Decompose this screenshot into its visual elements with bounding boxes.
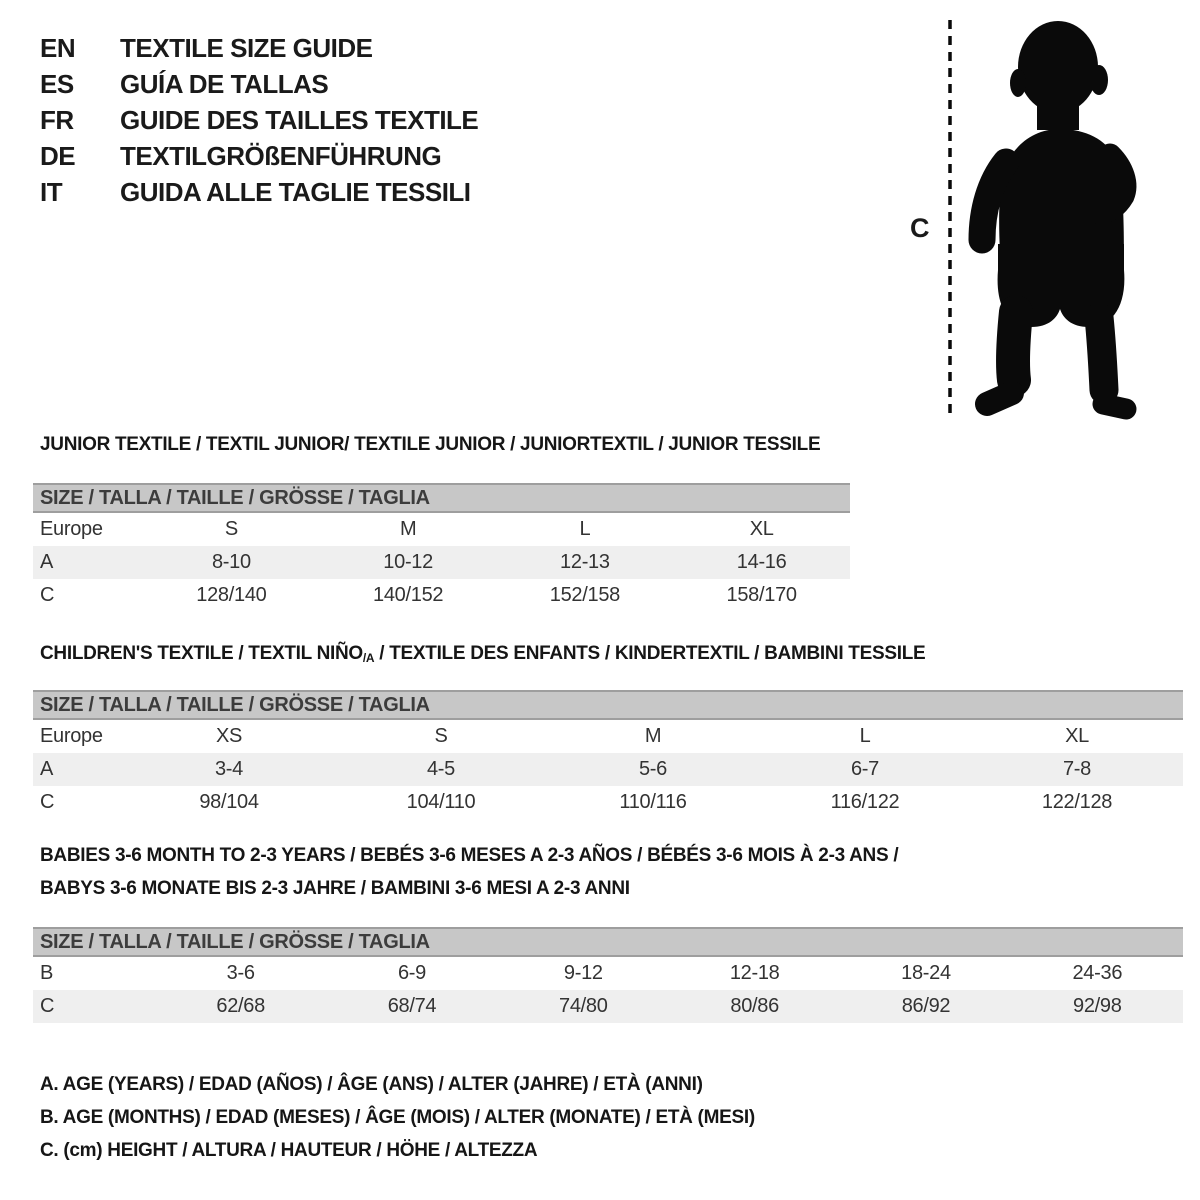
language-label: TEXTILE SIZE GUIDE	[120, 33, 373, 63]
size-cell: 4-5	[426, 758, 455, 780]
row-label: B	[40, 962, 54, 984]
height-measure-label: C	[910, 213, 930, 243]
children-title-sub: /A	[362, 651, 375, 665]
row-label: Europe	[40, 725, 103, 747]
table-row	[33, 990, 1183, 1023]
size-cell: 74/80	[559, 995, 608, 1017]
size-cell: S	[224, 518, 238, 540]
size-cell: 98/104	[199, 791, 259, 813]
size-cell: 6-7	[850, 758, 879, 780]
junior-section-title: JUNIOR TEXTILE / TEXTIL JUNIOR/ TEXTILE JUNIOR / JUNIORTEXTIL / JUNIOR TESSILE	[40, 434, 821, 455]
junior-size-table	[33, 483, 850, 612]
row-label: C	[40, 791, 55, 813]
footnote-age-months: B. AGE (MONTHS) / EDAD (MESES) / ÂGE (MOIS) / ALTER (MONATE) / ETÀ (MESI)	[40, 1107, 755, 1128]
size-cell: XL	[1065, 725, 1089, 747]
table-row	[33, 546, 850, 579]
size-cell: 6-9	[397, 962, 426, 984]
size-cell: 5-6	[638, 758, 667, 780]
size-header-bar: SIZE / TALLA / TAILLE / GRÖSSE / TAGLIA	[33, 927, 1183, 957]
table-row	[33, 720, 1183, 753]
language-code: IT	[40, 177, 63, 207]
size-cell: 80/86	[730, 995, 779, 1017]
language-row	[40, 66, 478, 102]
language-code: EN	[40, 33, 76, 63]
size-cell: L	[859, 725, 871, 747]
language-label: GUÍA DE TALLAS	[120, 69, 329, 99]
row-label: A	[40, 551, 54, 573]
language-label: TEXTILGRÖßENFÜHRUNG	[120, 141, 442, 171]
size-cell: 122/128	[1041, 791, 1113, 813]
size-cell: 128/140	[196, 584, 267, 606]
table-row	[33, 513, 850, 546]
table-row	[33, 957, 1183, 990]
size-cell: 12-18	[729, 962, 780, 984]
size-cell: 24-36	[1072, 962, 1123, 984]
footnote-height-cm: C. (cm) HEIGHT / ALTURA / HAUTEUR / HÖHE / ALTEZZA	[40, 1140, 538, 1161]
language-code: DE	[40, 141, 76, 171]
row-label: C	[40, 584, 55, 606]
footnotes	[40, 1068, 755, 1167]
language-code: FR	[40, 105, 74, 135]
children-title-pre: CHILDREN'S TEXTILE / TEXTIL NIÑO	[40, 643, 363, 664]
size-cell: 158/170	[726, 584, 797, 606]
size-cell: 110/116	[619, 791, 687, 813]
size-cell: 7-8	[1062, 758, 1091, 780]
table-row	[33, 786, 1183, 819]
row-label: A	[40, 758, 54, 780]
size-cell: 3-6	[226, 962, 255, 984]
size-cell: 3-4	[214, 758, 243, 780]
size-cell: 62/68	[216, 995, 265, 1017]
language-row	[40, 138, 478, 174]
language-label: GUIDE DES TAILLES TEXTILE	[120, 105, 479, 135]
size-cell: 10-12	[383, 551, 433, 573]
children-section-title	[40, 643, 925, 665]
size-cell: XS	[215, 725, 243, 747]
size-cell: XL	[749, 518, 774, 540]
size-cell: 8-10	[211, 551, 251, 573]
footnote-age-years: A. AGE (YEARS) / EDAD (AÑOS) / ÂGE (ANS) / ALTER (JAHRE) / ETÀ (ANNI)	[40, 1074, 703, 1095]
language-row	[40, 30, 478, 66]
size-cell: 12-13	[560, 551, 610, 573]
children-title-post: / TEXTILE DES ENFANTS / KINDERTEXTIL / BAMBINI TESSILE	[374, 643, 926, 664]
babies-size-table	[33, 927, 1183, 1023]
size-cell: 92/98	[1073, 995, 1122, 1017]
size-cell: M	[644, 725, 662, 747]
size-cell: M	[399, 518, 417, 540]
table-row	[33, 753, 1183, 786]
language-row	[40, 102, 478, 138]
size-cell: 68/74	[387, 995, 437, 1017]
size-header-bar: SIZE / TALLA / TAILLE / GRÖSSE / TAGLIA	[33, 483, 850, 513]
babies-section-title-line2: BABYS 3-6 MONATE BIS 2-3 JAHRE / BAMBINI 3-6 MESI A 2-3 ANNI	[40, 878, 630, 899]
size-cell: 140/152	[373, 584, 444, 606]
size-header-bar: SIZE / TALLA / TAILLE / GRÖSSE / TAGLIA	[33, 690, 1183, 720]
size-cell: 104/110	[406, 791, 476, 813]
size-cell: 116/122	[830, 791, 900, 813]
size-cell: S	[434, 725, 448, 747]
language-row	[40, 174, 478, 210]
language-label: GUIDA ALLE TAGLIE TESSILI	[120, 177, 471, 207]
row-label: C	[40, 995, 55, 1017]
babies-section-title-line1: BABIES 3-6 MONTH TO 2-3 YEARS / BEBÉS 3-6 MESES A 2-3 AÑOS / BÉBÉS 3-6 MOIS À 2-3 ANS /	[40, 845, 899, 866]
language-code: ES	[40, 69, 74, 99]
size-cell: 18-24	[901, 962, 951, 984]
size-cell: 9-12	[563, 962, 603, 984]
size-cell: 86/92	[901, 995, 951, 1017]
size-cell: L	[579, 518, 591, 540]
size-cell: 14-16	[736, 551, 787, 573]
row-label: Europe	[40, 518, 103, 540]
size-cell: 152/158	[549, 584, 620, 606]
language-guide	[40, 30, 478, 210]
table-row	[33, 579, 850, 612]
children-size-table	[33, 690, 1183, 819]
toddler-silhouette-icon	[900, 12, 1160, 432]
